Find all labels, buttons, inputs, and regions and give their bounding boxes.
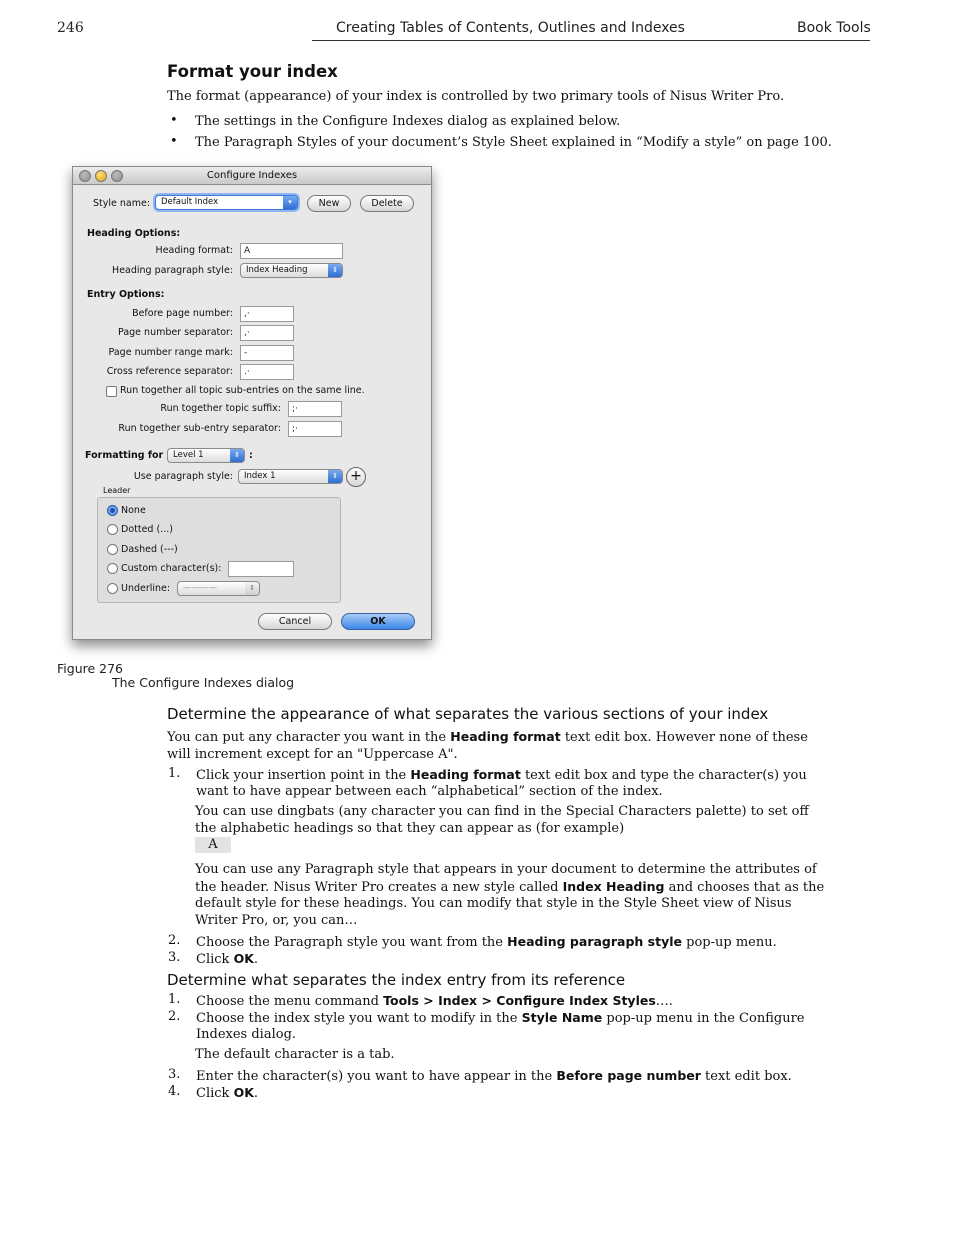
- step-number: 1.: [168, 992, 181, 1007]
- style-name-label: Style name:: [93, 198, 151, 209]
- paragraph: will increment except for an "Uppercase A".: [167, 747, 458, 762]
- use-paragraph-style-label: Use paragraph style:: [133, 471, 233, 482]
- note-text: You can use any Paragraph style that appears in your document to determine the attributes of: [195, 862, 817, 877]
- popup-arrow-icon: ⇕: [328, 264, 342, 277]
- run-together-suffix-field[interactable]: ;·: [288, 401, 342, 417]
- step-number: 3.: [168, 950, 181, 965]
- run-together-separator-field[interactable]: ;·: [288, 421, 342, 437]
- add-style-icon[interactable]: +: [346, 467, 366, 487]
- note-text: Writer Pro, or, you can…: [195, 913, 358, 928]
- heading-paragraph-style-value: Index Heading: [246, 265, 308, 275]
- before-page-number-label: Before page number:: [132, 308, 233, 319]
- use-paragraph-style-popup[interactable]: [238, 469, 343, 484]
- ok-button[interactable]: OK: [341, 613, 415, 630]
- before-page-number-field[interactable]: ,·: [240, 306, 294, 322]
- popup-arrow-icon: ⇕: [245, 582, 259, 595]
- run-together-label: Run together all topic sub-entries on the same line.: [120, 385, 365, 396]
- popup-arrow-icon: ⇕: [230, 449, 244, 462]
- popup-arrow-icon: ▾: [283, 196, 297, 209]
- heading-format-field[interactable]: A: [240, 243, 343, 259]
- section-title: Format your index: [167, 62, 338, 81]
- style-name-popup[interactable]: [155, 195, 298, 210]
- dialog-title: Configure Indexes: [206, 170, 298, 181]
- delete-style-button[interactable]: Delete: [360, 195, 414, 212]
- subsection-heading: Determine what separates the index entry from its reference: [167, 971, 626, 989]
- page-number-separator-label: Page number separator:: [118, 327, 233, 338]
- formatting-level-popup[interactable]: [167, 448, 245, 463]
- leader-none-radio[interactable]: [107, 505, 118, 516]
- leader-option-label: Dotted (...): [121, 524, 173, 535]
- page-number-range-mark-label: Page number range mark:: [108, 347, 233, 358]
- note-text: the alphabetic headings so that they can appear as (for example): [195, 821, 625, 836]
- dialog-titlebar: [73, 167, 431, 185]
- step-number: 2.: [168, 933, 181, 948]
- bullet-item: The Paragraph Styles of your document’s Style Sheet explained in “Modify a style” on page 100.: [195, 135, 832, 150]
- entry-options-label: Entry Options:: [87, 289, 165, 300]
- formatting-for-colon: :: [249, 450, 253, 461]
- use-paragraph-style-value: Index 1: [244, 471, 276, 481]
- step-number: 3.: [168, 1067, 181, 1082]
- leader-underline-radio[interactable]: [107, 583, 118, 594]
- heading-options-label: Heading Options:: [87, 228, 181, 239]
- step-text: Click OK.: [196, 1085, 259, 1101]
- heading-paragraph-style-label: Heading paragraph style:: [112, 265, 233, 276]
- step-text: want to have appear between each “alphabetical” section of the index.: [196, 784, 663, 799]
- chapter-title: Creating Tables of Contents, Outlines and Indexes: [336, 20, 685, 36]
- subsection-heading: Determine the appearance of what separates the various sections of your index: [167, 705, 769, 723]
- bullet-marker: •: [170, 113, 178, 128]
- cross-reference-separator-field[interactable]: .·: [240, 364, 294, 380]
- step-text: Click OK.: [196, 951, 259, 967]
- step-text: Choose the index style you want to modify in the Style Name pop-up menu in the Configure: [196, 1010, 805, 1026]
- underline-style-popup[interactable]: [177, 581, 260, 596]
- step-text: Enter the character(s) you want to have appear in the Before page number text edit box.: [196, 1068, 792, 1084]
- zoom-window-icon[interactable]: [111, 170, 123, 182]
- new-style-button[interactable]: New: [307, 195, 351, 212]
- figure-number: Figure 276: [57, 661, 123, 676]
- step-text: Click your insertion point in the Heading format text edit box and type the character(s) you: [196, 767, 807, 783]
- configure-indexes-dialog: [72, 166, 432, 640]
- custom-leader-field[interactable]: [228, 561, 294, 577]
- leader-option-label: Underline:: [121, 583, 171, 594]
- leader-option-label: Dashed (---): [121, 544, 178, 555]
- cross-reference-separator-label: Cross reference separator:: [106, 366, 233, 377]
- note-text: The default character is a tab.: [195, 1047, 395, 1062]
- leader-option-label: None: [121, 505, 146, 516]
- step-number: 4.: [168, 1084, 181, 1099]
- header-rule: [312, 40, 870, 41]
- cancel-button[interactable]: Cancel: [258, 613, 332, 630]
- style-name-value: Default Index: [161, 197, 219, 207]
- minimize-window-icon[interactable]: [95, 170, 107, 182]
- leader-dashed-radio[interactable]: [107, 544, 118, 555]
- step-text: Choose the menu command Tools > Index > Configure Index Styles….: [196, 993, 673, 1009]
- formatting-level-value: Level 1: [173, 450, 204, 460]
- bullet-item: The settings in the Configure Indexes dialog as explained below.: [195, 114, 621, 129]
- step-number: 2.: [168, 1009, 181, 1024]
- close-window-icon[interactable]: [79, 170, 91, 182]
- page-number-range-mark-field[interactable]: -: [240, 345, 294, 361]
- bullet-marker: •: [170, 134, 178, 149]
- page-number-separator-field[interactable]: ,·: [240, 325, 294, 341]
- leader-custom-radio[interactable]: [107, 563, 118, 574]
- figure-caption: The Configure Indexes dialog: [112, 675, 295, 690]
- heading-sample: A: [195, 837, 231, 853]
- section-label: Book Tools: [797, 20, 871, 36]
- note-text: default style for these headings. You can modify that style in the Style Sheet view of Nisus: [195, 896, 792, 911]
- leader-dotted-radio[interactable]: [107, 524, 118, 535]
- heading-paragraph-style-popup[interactable]: [240, 263, 343, 278]
- run-together-separator-label: Run together sub-entry separator:: [118, 423, 281, 434]
- note-text: You can use dingbats (any character you can find in the Special Characters palette) to set off: [195, 804, 809, 819]
- page-number: 246: [57, 20, 84, 36]
- step-text: Choose the Paragraph style you want from the Heading paragraph style pop-up menu.: [196, 934, 777, 950]
- step-text: Indexes dialog.: [196, 1027, 297, 1042]
- popup-arrow-icon: ⇕: [328, 470, 342, 483]
- run-together-suffix-label: Run together topic suffix:: [160, 403, 281, 414]
- paragraph: You can put any character you want in the Heading format text edit box. However none of these: [167, 729, 808, 745]
- leader-option-label: Custom character(s):: [121, 563, 222, 574]
- underline-style-value: ————: [183, 583, 217, 593]
- note-text: the header. Nisus Writer Pro creates a new style called Index Heading and chooses that as the: [195, 879, 825, 895]
- formatting-for-label: Formatting for: [85, 450, 164, 461]
- step-number: 1.: [168, 766, 181, 781]
- section-intro: The format (appearance) of your index is controlled by two primary tools of Nisus Writer Pro.: [167, 89, 785, 104]
- leader-label: Leader: [103, 486, 131, 495]
- heading-format-label: Heading format:: [155, 245, 233, 256]
- run-together-checkbox[interactable]: [106, 386, 117, 397]
